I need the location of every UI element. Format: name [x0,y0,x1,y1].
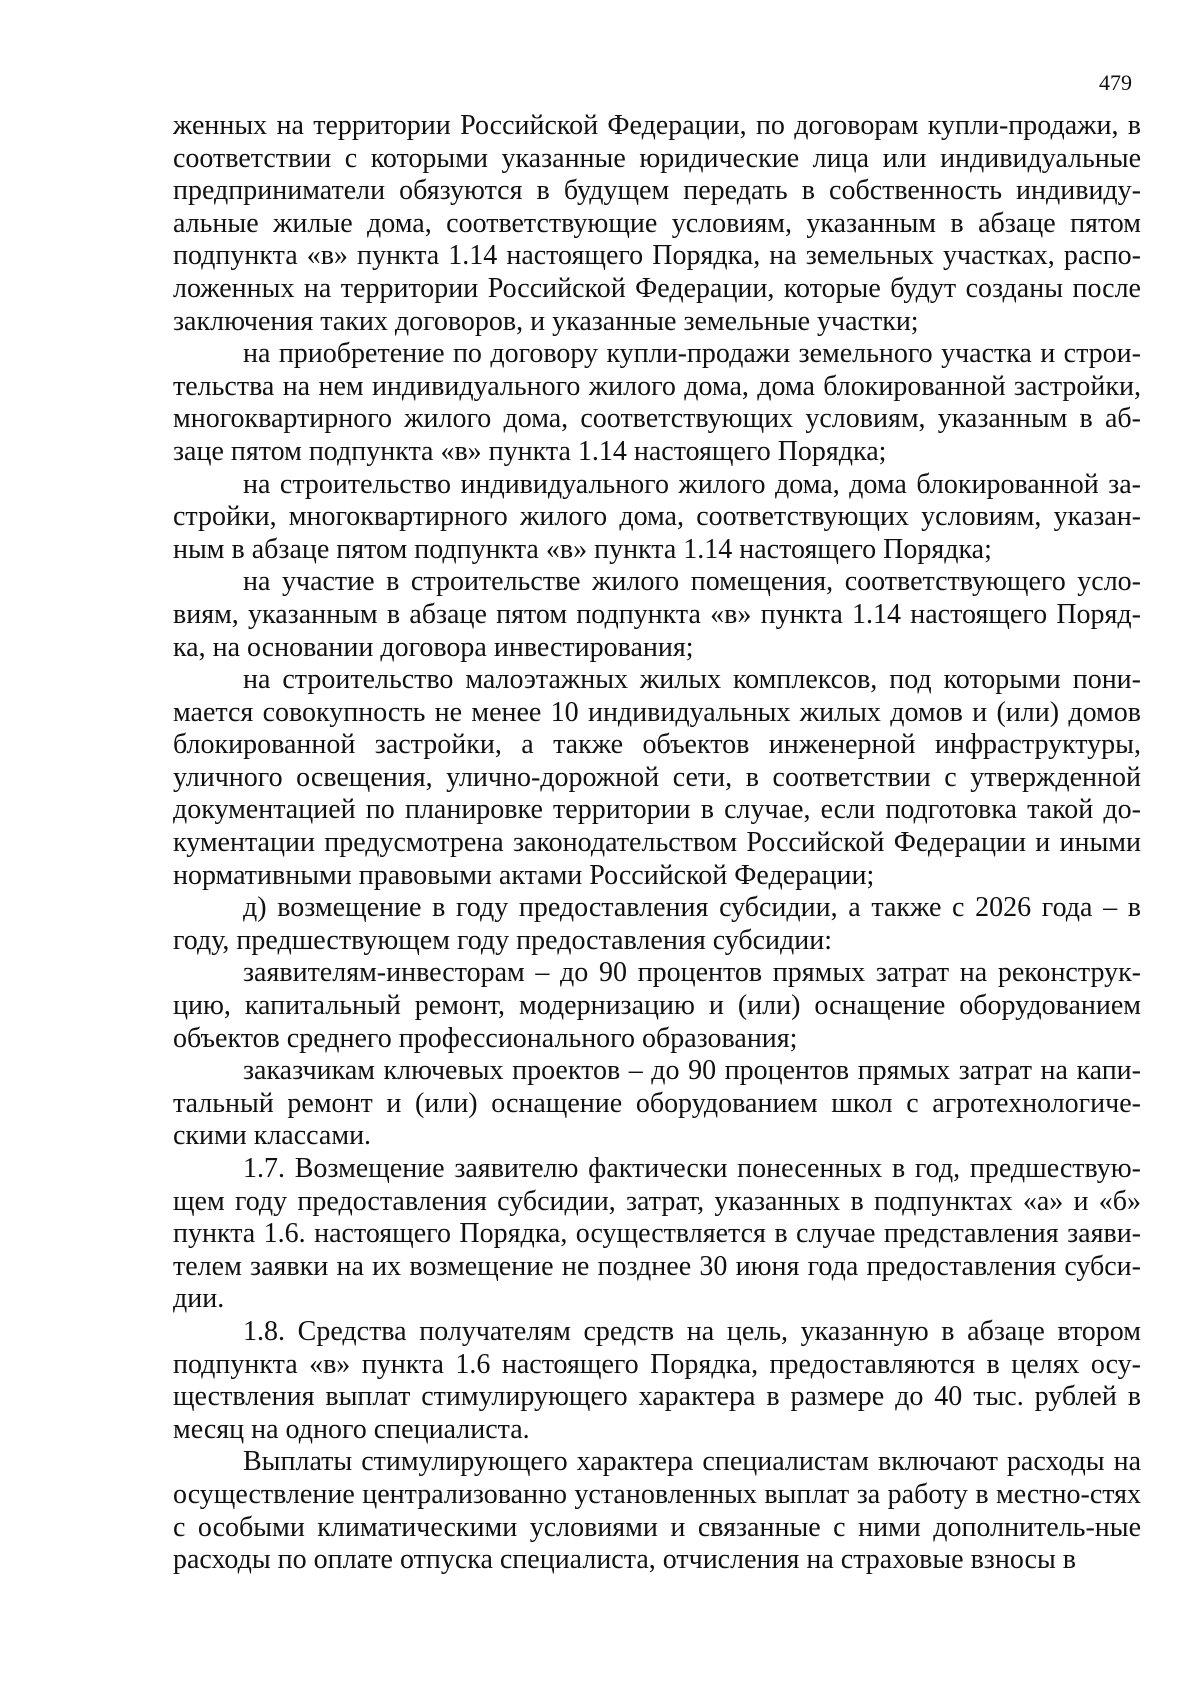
document-body [173,110,1141,1577]
paragraph-continuation: женных на территории Российской Федерации, по договорам купли-продажи, в соответствии с которыми указанные юридические лица или индивидуальные предприниматели обязуются в будущем передать в собственность индивиду-альные жилые дома, соответствующие условиям, указанным в абзаце пятом подпункта «в» пункта 1.14 настоящего Порядка, на земельных участках, распо-ложенных на территории Российской Федерации, которые будут созданы после заключения таких договоров, и указанные земельные участки; [173,110,1141,337]
paragraph-subitem-d: д) возмещение в году предоставления субсидии, а также с 2026 года – в году, предшествующем году предоставления субсидии: [173,892,1141,956]
paragraph: на строительство малоэтажных жилых комплексов, под которыми пони-мается совокупность не менее 10 индивидуальных жилых домов и (или) домов блокированной застройки, а также объектов инженерной инфраструктуры, уличного освещения, улично-дорожной сети, в соответствии с утвержденной документацией по планировке территории в случае, если подготовка такой до-кументации предусмотрена законодательством Российской Федерации и иными нормативными правовыми актами Российской Федерации; [173,664,1141,891]
paragraph: на приобретение по договору купли-продажи земельного участка и строи-тельства на нем индивидуального жилого дома, дома блокированной застройки, многоквартирного жилого дома, соответствующих условиям, указанным в аб-заце пятом подпункта «в» пункта 1.14 настоящего Порядка; [173,338,1141,467]
paragraph: заказчикам ключевых проектов – до 90 процентов прямых затрат на капи-тальный ремонт и (или) оснащение оборудованием школ с агротехнологиче-скими классами. [173,1055,1141,1152]
paragraph: на строительство индивидуального жилого дома, дома блокированной за-стройки, многоквартирного жилого дома, соответствующих условиям, указан-ным в абзаце пятом подпункта «в» пункта 1.14 настоящего Порядка; [173,468,1141,565]
paragraph-section-1-7: 1.7. Возмещение заявителю фактически понесенных в год, предшествую-щем году предоставления субсидии, затрат, указанных в подпунктах «а» и «б» пункта 1.6. настоящего Порядка, осуществляется в случае представления заяви-телем заявки на их возмещение не позднее 30 июня года предоставления субси-дии. [173,1153,1141,1315]
paragraph: Выплаты стимулирующего характера специалистам включают расходы на осуществление централизованно установленных выплат за работу в местно-стях с особыми климатическими условиями и связанные с ними дополнитель-ные расходы по оплате отпуска специалиста, отчисления на страховые взносы в [173,1446,1141,1576]
paragraph: заявителям-инвесторам – до 90 процентов прямых затрат на реконструк-цию, капитальный ремонт, модернизацию и (или) оснащение оборудованием объектов среднего профессионального образования; [173,957,1141,1054]
paragraph-section-1-8: 1.8. Средства получателям средств на цель, указанную в абзаце втором подпункта «в» пункта 1.6 настоящего Порядка, предоставляются в целях осу-ществления выплат стимулирующего характера в размере до 40 тыс. рублей в месяц на одного специалиста. [173,1315,1141,1445]
page-number: 479 [1099,70,1132,95]
paragraph: на участие в строительстве жилого помещения, соответствующего усло-виям, указанным в абзаце пятом подпункта «в» пункта 1.14 настоящего Поряд-ка, на основании договора инвестирования; [173,566,1141,663]
